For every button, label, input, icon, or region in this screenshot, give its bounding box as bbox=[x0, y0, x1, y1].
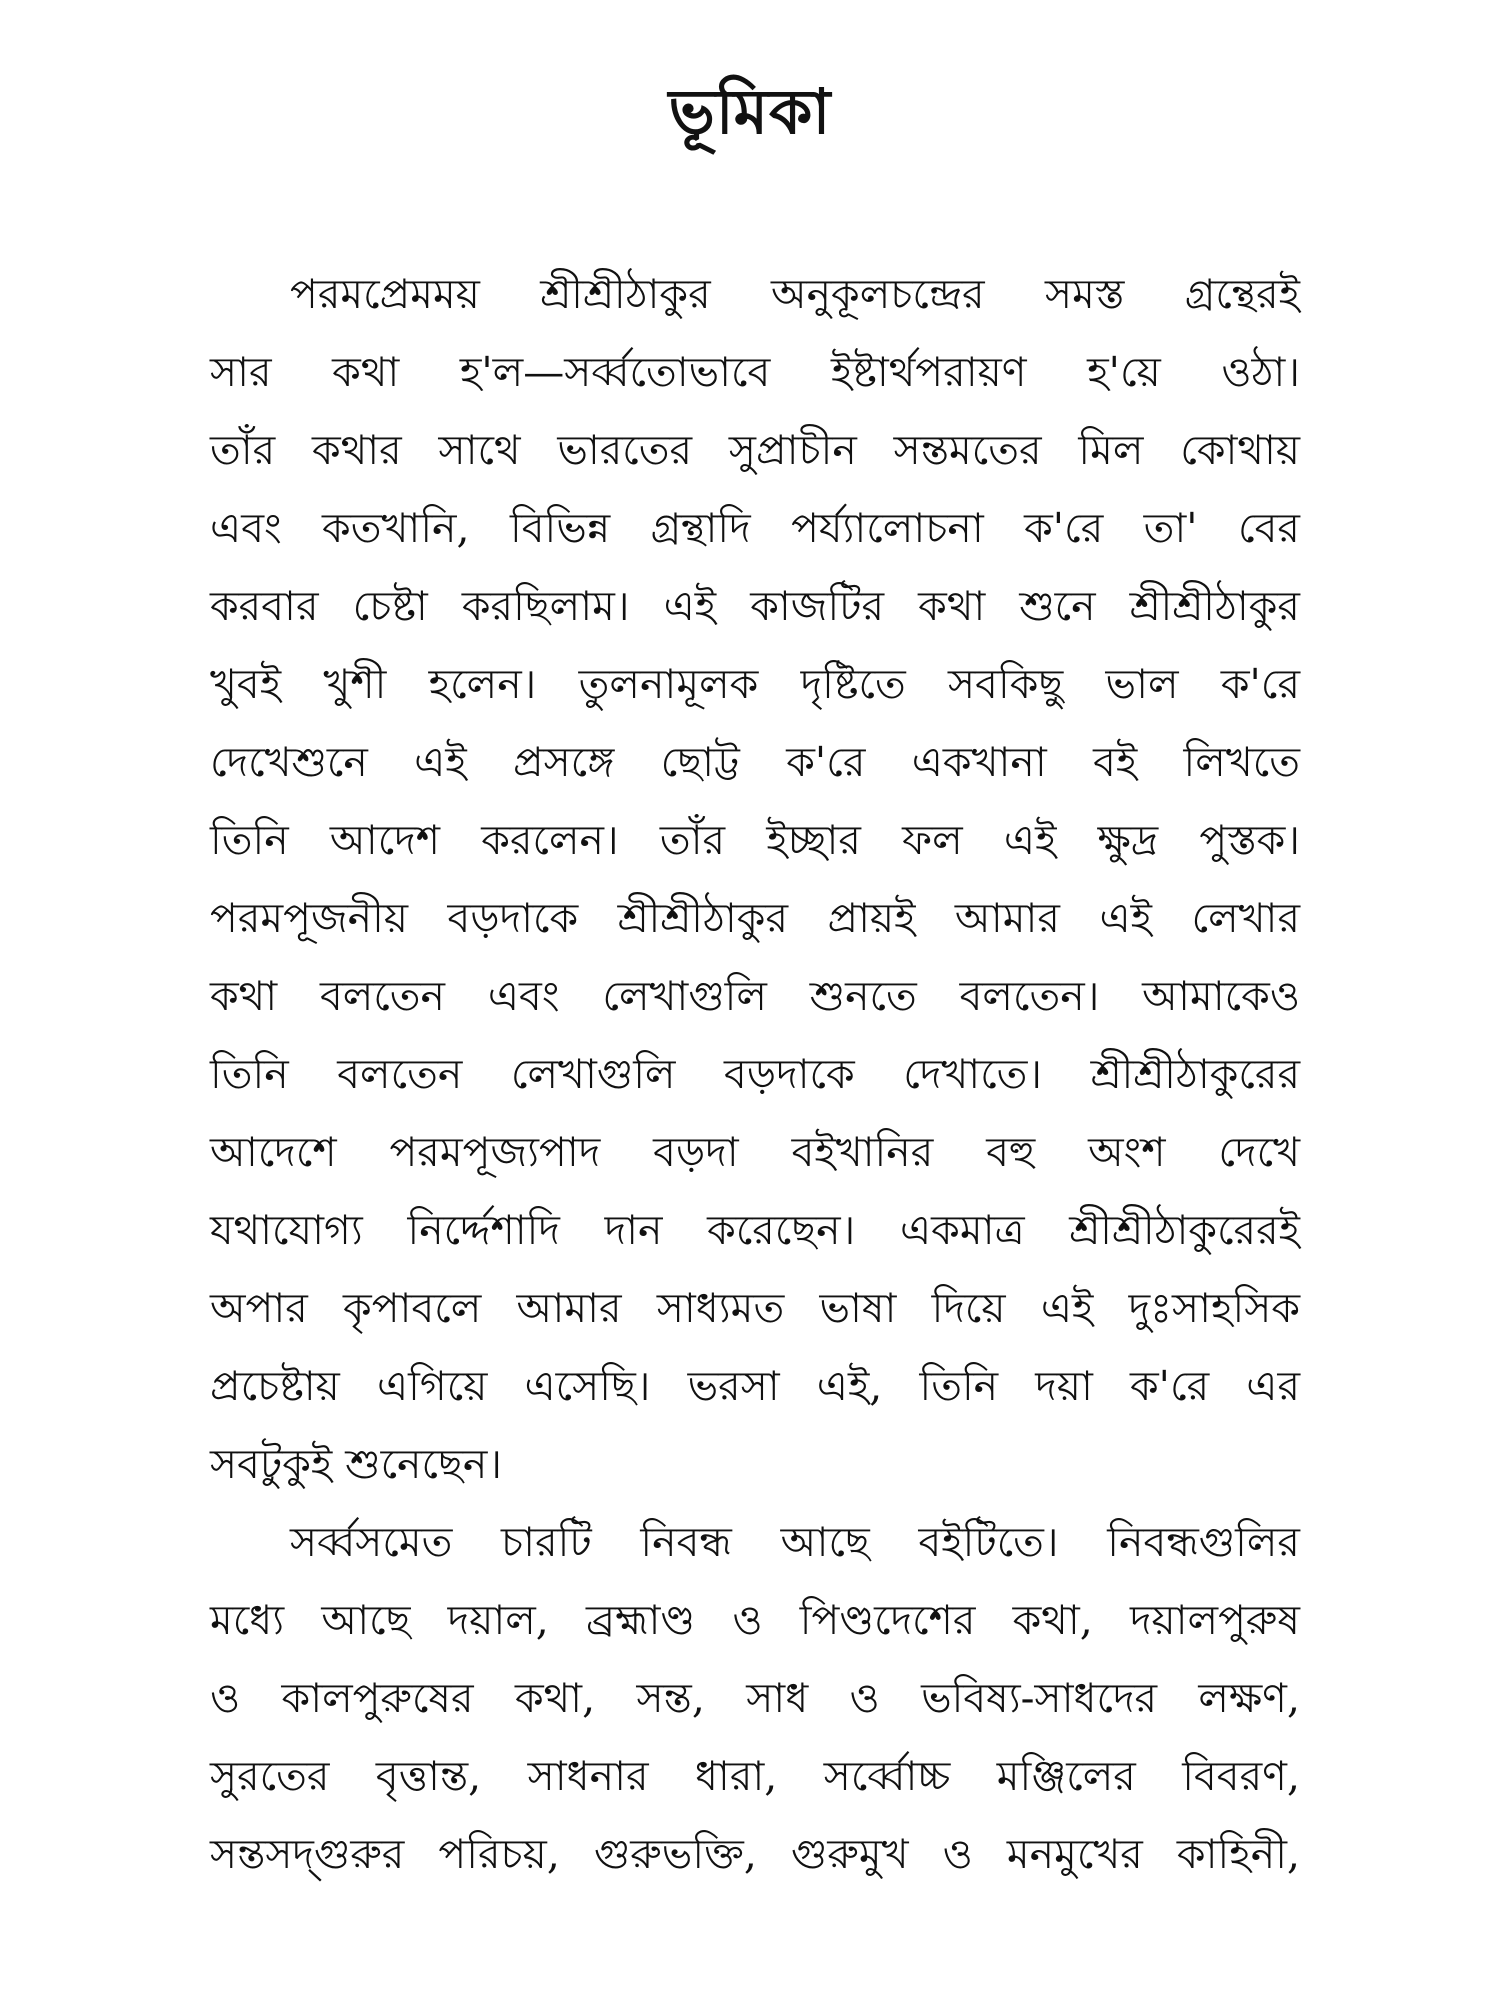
text-line: সার কথা হ'ল—সর্ব্বতোভাবে ইষ্টার্থপরায়ণ হ'য়ে ওঠা। bbox=[210, 348, 1300, 396]
text-line: পরমপূজনীয় বড়দাকে শ্রীশ্রীঠাকুর প্রায়ই আমার এই লেখার bbox=[210, 894, 1300, 942]
text-line: তাঁর কথার সাথে ভারতের সুপ্রাচীন সন্তমতের মিল কোথায় bbox=[210, 426, 1300, 474]
text-line: অপার কৃপাবলে আমার সাধ্যমত ভাষা দিয়ে এই দুঃসাহসিক bbox=[210, 1284, 1300, 1332]
text-line: তিনি আদেশ করলেন। তাঁর ইচ্ছার ফল এই ক্ষুদ্র পুস্তক। bbox=[210, 816, 1300, 864]
text-line: তিনি বলতেন লেখাগুলি বড়দাকে দেখাতে। শ্রীশ্রীঠাকুরের bbox=[210, 1050, 1300, 1098]
text-line: খুবই খুশী হলেন। তুলনামূলক দৃষ্টিতে সবকিছু ভাল ক'রে bbox=[210, 660, 1300, 708]
text-line: যথাযোগ্য নির্দ্দেশাদি দান করেছেন। একমাত্র শ্রীশ্রীঠাকুরেরই bbox=[210, 1206, 1300, 1254]
text-line: দেখেশুনে এই প্রসঙ্গে ছোট্ট ক'রে একখানা বই লিখতে bbox=[210, 738, 1300, 786]
text-line: পরমপ্রেমময় শ্রীশ্রীঠাকুর অনুকূলচন্দ্রের সমস্ত গ্রন্থেরই bbox=[290, 270, 1300, 318]
text-line: এবং কতখানি, বিভিন্ন গ্রন্থাদি পর্য্যালোচনা ক'রে তা' বের bbox=[210, 504, 1300, 552]
page-title: ভূমিকা bbox=[668, 75, 832, 148]
text-line: মধ্যে আছে দয়াল, ব্রহ্মাণ্ড ও পিণ্ডদেশের কথা, দয়ালপুরুষ bbox=[210, 1596, 1300, 1644]
text-line: সুরতের বৃত্তান্ত, সাধনার ধারা, সর্ব্বোচ্চ মঞ্জিলের বিবরণ, bbox=[210, 1752, 1300, 1800]
text-line: করবার চেষ্টা করছিলাম। এই কাজটির কথা শুনে শ্রীশ্রীঠাকুর bbox=[210, 582, 1300, 630]
text-line: কথা বলতেন এবং লেখাগুলি শুনতে বলতেন। আমাকেও bbox=[210, 972, 1300, 1020]
text-line: সবটুকুই শুনেছেন। bbox=[210, 1440, 502, 1488]
text-line: প্রচেষ্টায় এগিয়ে এসেছি। ভরসা এই, তিনি দয়া ক'রে এর bbox=[210, 1362, 1300, 1410]
text-line: সর্ব্বসমেত চারটি নিবন্ধ আছে বইটিতে। নিবন্ধগুলির bbox=[290, 1518, 1300, 1566]
text-line: আদেশে পরমপূজ্যপাদ বড়দা বইখানির বহু অংশ দেখে bbox=[210, 1128, 1300, 1176]
body-text bbox=[210, 255, 1300, 1893]
text-line: ও কালপুরুষের কথা, সন্ত, সাধ ও ভবিষ্য-সাধদের লক্ষণ, bbox=[210, 1674, 1300, 1722]
text-line: সন্তসদ্‌গুরুর পরিচয়, গুরুভক্তি, গুরুমুখ ও মনমুখের কাহিনী, bbox=[210, 1830, 1300, 1878]
